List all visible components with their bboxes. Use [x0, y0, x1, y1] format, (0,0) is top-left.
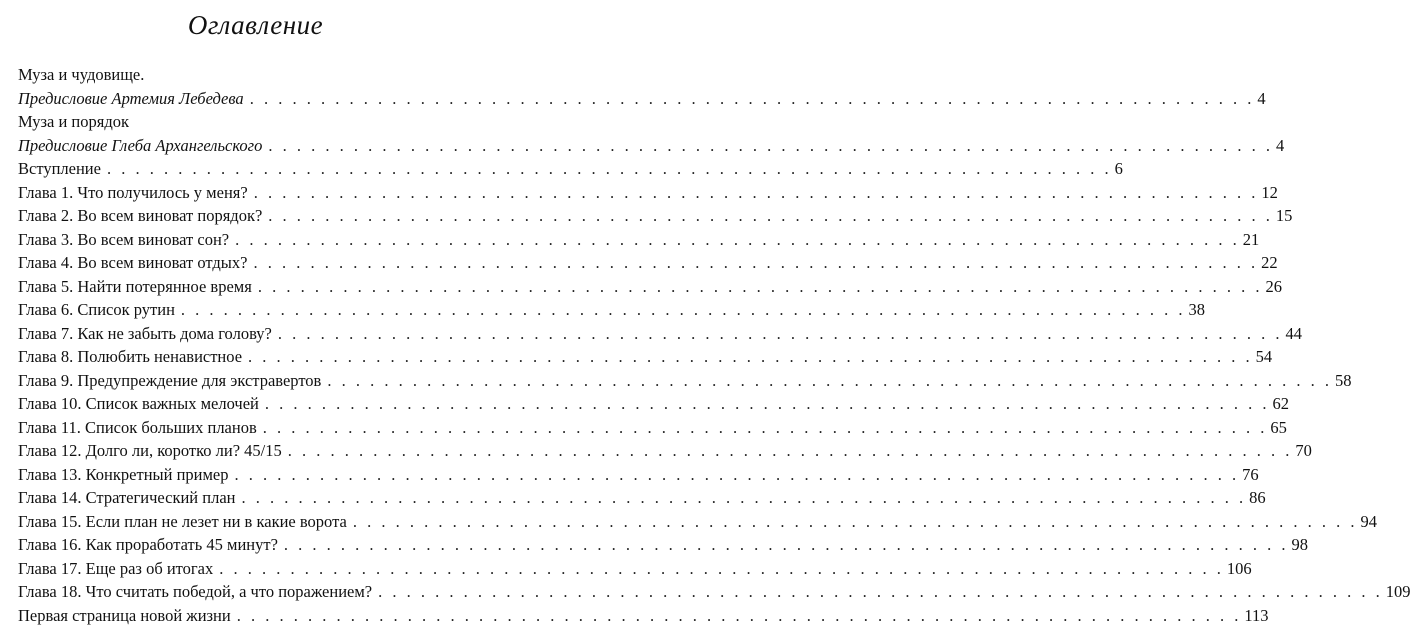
toc-page-number: 22 [1261, 251, 1278, 275]
toc-leader-dots: . . . . . . . . . . . . . . . . . . . . . . . . . . . . . . . . . . . . . . . . . . . . . . . . . . . . . . . . . . . . . . . . . . . . . . . [347, 510, 1361, 534]
toc-entry-title: Глава 15. Если план не лезет ни в какие ворота [18, 510, 347, 534]
toc-leader-dots: . . . . . . . . . . . . . . . . . . . . . . . . . . . . . . . . . . . . . . . . . . . . . . . . . . . . . . . . . . . . . . . . . . . . . . . [248, 181, 1262, 205]
toc-entry-title: Муза и чудовище. [18, 63, 144, 87]
toc-leader-dots: . . . . . . . . . . . . . . . . . . . . . . . . . . . . . . . . . . . . . . . . . . . . . . . . . . . . . . . . . . . . . . . . . . . . . . . [101, 157, 1115, 181]
toc-entry [18, 604, 488, 627]
toc-entry-title: Глава 17. Еще раз об итогах [18, 557, 213, 581]
toc-entry [18, 580, 488, 604]
toc-entry-title: Глава 6. Список рутин [18, 298, 175, 322]
toc-entry-subtitle: Предисловие Глеба Архангельского [18, 134, 262, 158]
toc-page-number: 54 [1256, 345, 1273, 369]
toc-page-number: 94 [1360, 510, 1377, 534]
toc-page-number: 4 [1276, 134, 1284, 158]
toc-page-number: 44 [1286, 322, 1303, 346]
toc-entry [18, 251, 488, 275]
toc-leader-dots: . . . . . . . . . . . . . . . . . . . . . . . . . . . . . . . . . . . . . . . . . . . . . . . . . . . . . . . . . . . . . . . . . . . . . . . [252, 275, 1266, 299]
toc-entry [18, 157, 488, 181]
toc-entry-title: Глава 11. Список больших планов [18, 416, 257, 440]
toc-page-number: 70 [1295, 439, 1312, 463]
toc-page-number: 15 [1276, 204, 1293, 228]
toc-entry [18, 298, 488, 322]
toc-leader-dots: . . . . . . . . . . . . . . . . . . . . . . . . . . . . . . . . . . . . . . . . . . . . . . . . . . . . . . . . . . . . . . . . . . . . . . . [321, 369, 1335, 393]
toc-page-number: 62 [1273, 392, 1290, 416]
toc-page-number: 58 [1335, 369, 1352, 393]
toc-entry [18, 322, 488, 346]
toc-entry [18, 510, 488, 534]
toc-page-number: 86 [1249, 486, 1266, 510]
toc-leader-dots: . . . . . . . . . . . . . . . . . . . . . . . . . . . . . . . . . . . . . . . . . . . . . . . . . . . . . . . . . . . . . . . . . . . . . . . [272, 322, 1286, 346]
toc-entry-title: Глава 13. Конкретный пример [18, 463, 229, 487]
toc-entry-title: Глава 1. Что получилось у меня? [18, 181, 248, 205]
toc-entry-title: Первая страница новой жизни [18, 604, 231, 627]
toc-page-number: 38 [1189, 298, 1206, 322]
toc-leader-dots: . . . . . . . . . . . . . . . . . . . . . . . . . . . . . . . . . . . . . . . . . . . . . . . . . . . . . . . . . . . . . . . . . . . . . . . [278, 533, 1292, 557]
toc-entry [18, 533, 488, 557]
toc-page-number: 113 [1244, 604, 1268, 627]
toc-page-number: 6 [1115, 157, 1123, 181]
toc-entry [18, 416, 488, 440]
toc-entry-title: Глава 5. Найти потерянное время [18, 275, 252, 299]
toc-entry-title: Глава 18. Что считать победой, а что поражением? [18, 580, 372, 604]
toc-entry-title: Глава 12. Долго ли, коротко ли? 45/15 [18, 439, 282, 463]
toc-entry-title: Глава 9. Предупреждение для экстравертов [18, 369, 321, 393]
toc-entry [18, 369, 488, 393]
toc-leader-dots: . . . . . . . . . . . . . . . . . . . . . . . . . . . . . . . . . . . . . . . . . . . . . . . . . . . . . . . . . . . . . . . . . . . . . . . [282, 439, 1296, 463]
toc-page-number: 106 [1227, 557, 1252, 581]
toc-page-number: 98 [1292, 533, 1309, 557]
toc-entry [18, 392, 488, 416]
toc-leader-dots: . . . . . . . . . . . . . . . . . . . . . . . . . . . . . . . . . . . . . . . . . . . . . . . . . . . . . . . . . . . . . . . . . . . . . . . [229, 228, 1243, 252]
toc-entry [18, 63, 488, 87]
toc-entry-title: Вступление [18, 157, 101, 181]
toc-leader-dots: . . . . . . . . . . . . . . . . . . . . . . . . . . . . . . . . . . . . . . . . . . . . . . . . . . . . . . . . . . . . . . . . . . . . . . . [244, 87, 1258, 111]
toc-entry-title: Глава 16. Как проработать 45 минут? [18, 533, 278, 557]
toc-leader-dots: . . . . . . . . . . . . . . . . . . . . . . . . . . . . . . . . . . . . . . . . . . . . . . . . . . . . . . . . . . . . . . . . . . . . . . . [235, 486, 1249, 510]
toc-entry-title: Глава 10. Список важных мелочей [18, 392, 259, 416]
toc-list [18, 63, 488, 627]
toc-entry-subtitle: Предисловие Артемия Лебедева [18, 87, 244, 111]
toc-entry [18, 228, 488, 252]
toc-page-number: 109 [1386, 580, 1411, 604]
toc-leader-dots: . . . . . . . . . . . . . . . . . . . . . . . . . . . . . . . . . . . . . . . . . . . . . . . . . . . . . . . . . . . . . . . . . . . . . . . [242, 345, 1256, 369]
toc-entry [18, 204, 488, 228]
toc-entry [18, 87, 488, 111]
toc-entry [18, 275, 488, 299]
toc-entry [18, 345, 488, 369]
toc-entry [18, 439, 488, 463]
toc-leader-dots: . . . . . . . . . . . . . . . . . . . . . . . . . . . . . . . . . . . . . . . . . . . . . . . . . . . . . . . . . . . . . . . . . . . . . . . [257, 416, 1271, 440]
toc-entry [18, 110, 488, 134]
toc-page-number: 4 [1257, 87, 1265, 111]
toc-entry [18, 486, 488, 510]
toc-leader-dots: . . . . . . . . . . . . . . . . . . . . . . . . . . . . . . . . . . . . . . . . . . . . . . . . . . . . . . . . . . . . . . . . . . . . . . . [175, 298, 1189, 322]
toc-entry-title: Муза и порядок [18, 110, 129, 134]
toc-leader-dots: . . . . . . . . . . . . . . . . . . . . . . . . . . . . . . . . . . . . . . . . . . . . . . . . . . . . . . . . . . . . . . . . . . . . . . . [372, 580, 1386, 604]
toc-entry-title: Глава 14. Стратегический план [18, 486, 235, 510]
toc-leader-dots: . . . . . . . . . . . . . . . . . . . . . . . . . . . . . . . . . . . . . . . . . . . . . . . . . . . . . . . . . . . . . . . . . . . . . . . [262, 134, 1276, 158]
toc-page-number: 21 [1243, 228, 1260, 252]
toc-leader-dots: . . . . . . . . . . . . . . . . . . . . . . . . . . . . . . . . . . . . . . . . . . . . . . . . . . . . . . . . . . . . . . . . . . . . . . . [231, 604, 1245, 627]
toc-page [0, 0, 511, 607]
toc-leader-dots: . . . . . . . . . . . . . . . . . . . . . . . . . . . . . . . . . . . . . . . . . . . . . . . . . . . . . . . . . . . . . . . . . . . . . . . [247, 251, 1261, 275]
toc-entry-title: Глава 2. Во всем виноват порядок? [18, 204, 262, 228]
toc-page-number: 26 [1265, 275, 1282, 299]
toc-leader-dots: . . . . . . . . . . . . . . . . . . . . . . . . . . . . . . . . . . . . . . . . . . . . . . . . . . . . . . . . . . . . . . . . . . . . . . . [259, 392, 1273, 416]
toc-entry-title: Глава 3. Во всем виноват сон? [18, 228, 229, 252]
toc-entry-title: Глава 4. Во всем виноват отдых? [18, 251, 247, 275]
toc-page-number: 65 [1270, 416, 1287, 440]
toc-entry-title: Глава 7. Как не забыть дома голову? [18, 322, 272, 346]
toc-leader-dots: . . . . . . . . . . . . . . . . . . . . . . . . . . . . . . . . . . . . . . . . . . . . . . . . . . . . . . . . . . . . . . . . . . . . . . . [213, 557, 1227, 581]
toc-leader-dots: . . . . . . . . . . . . . . . . . . . . . . . . . . . . . . . . . . . . . . . . . . . . . . . . . . . . . . . . . . . . . . . . . . . . . . . [229, 463, 1243, 487]
toc-leader-dots: . . . . . . . . . . . . . . . . . . . . . . . . . . . . . . . . . . . . . . . . . . . . . . . . . . . . . . . . . . . . . . . . . . . . . . . [262, 204, 1276, 228]
toc-entry-title: Глава 8. Полюбить ненавистное [18, 345, 242, 369]
toc-page-number: 76 [1242, 463, 1259, 487]
toc-entry [18, 557, 488, 581]
toc-entry [18, 181, 488, 205]
toc-entry [18, 134, 488, 158]
page-title: Оглавление [0, 9, 511, 41]
toc-page-number: 12 [1261, 181, 1278, 205]
toc-entry [18, 463, 488, 487]
